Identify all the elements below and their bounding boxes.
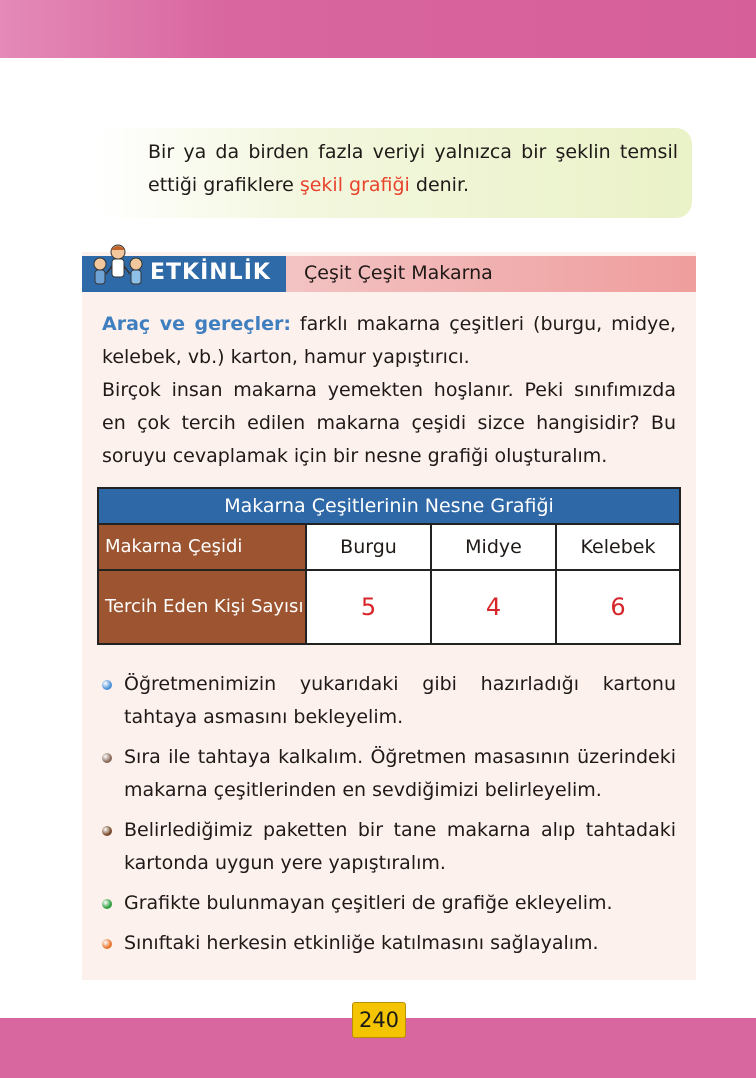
bullet-icon bbox=[102, 939, 112, 949]
definition-highlight: şekil grafiği bbox=[299, 174, 410, 196]
list-item: Belirlediğimiz paketten bir tane makarna alıp tahtadaki kartonda uygun yere yapıştıralım. bbox=[102, 814, 676, 880]
children-icon bbox=[86, 242, 150, 292]
list-item: Sıra ile tahtaya kalkalım. Öğretmen masasının üzerindeki makarna çeşitlerinden en sevdiğimizi belirleyelim. bbox=[102, 741, 676, 807]
page-number: 240 bbox=[352, 1002, 406, 1038]
count-midye: 4 bbox=[431, 570, 556, 644]
bullet-icon bbox=[102, 680, 112, 690]
count-kelebek: 6 bbox=[556, 570, 680, 644]
table-caption: Makarna Çeşitlerinin Nesne Grafiği bbox=[98, 488, 680, 524]
activity-paragraph: Birçok insan makarna yemekten hoşlanır. Peki sınıfımızda en çok tercih edilen makarna çeşidi sizce hangisidir? Bu soruyu cevaplamak için bir nesne grafiği oluşturalım. bbox=[102, 379, 676, 467]
category-midye: Midye bbox=[431, 524, 556, 570]
row-label-category: Makarna Çeşidi bbox=[98, 524, 306, 570]
table-row bbox=[98, 570, 680, 644]
definition-text: Bir ya da birden fazla veriyi yalnızca bir şeklin temsil ettiği grafiklere şekil grafiği denir. bbox=[148, 141, 678, 196]
bullet-icon bbox=[102, 826, 112, 836]
activity-header bbox=[82, 256, 696, 292]
list-item: Öğretmenimizin yukarıdaki gibi hazırladığı kartonu tahtaya asmasını bekleyelim. bbox=[102, 668, 676, 734]
materials-label: Araç ve gereçler: bbox=[102, 313, 291, 335]
object-graph-table bbox=[97, 487, 681, 645]
bullet-icon bbox=[102, 899, 112, 909]
count-burgu: 5 bbox=[306, 570, 431, 644]
top-decorative-band bbox=[0, 0, 756, 58]
activity-intro bbox=[102, 308, 676, 473]
list-item: Grafikte bulunmayan çeşitleri de grafiğe ekleyelim. bbox=[102, 887, 676, 920]
activity-steps bbox=[102, 668, 676, 967]
category-kelebek: Kelebek bbox=[556, 524, 680, 570]
materials-paragraph bbox=[102, 308, 676, 374]
list-item: Sınıftaki herkesin etkinliğe katılmasını sağlayalım. bbox=[102, 927, 676, 960]
activity-title-strip bbox=[286, 256, 696, 292]
activity-title: Çeşit Çeşit Makarna bbox=[304, 262, 493, 284]
row-label-count: Tercih Eden Kişi Sayısı bbox=[98, 570, 306, 644]
materials-text: farklı makarna çeşitleri (burgu, midye, kelebek, vb.) karton, hamur yapıştırıcı. bbox=[102, 313, 676, 368]
activity-badge bbox=[82, 256, 286, 292]
activity-badge-label: ETKİNLİK bbox=[150, 260, 271, 285]
table-row bbox=[98, 524, 680, 570]
bullet-icon bbox=[102, 753, 112, 763]
category-burgu: Burgu bbox=[306, 524, 431, 570]
